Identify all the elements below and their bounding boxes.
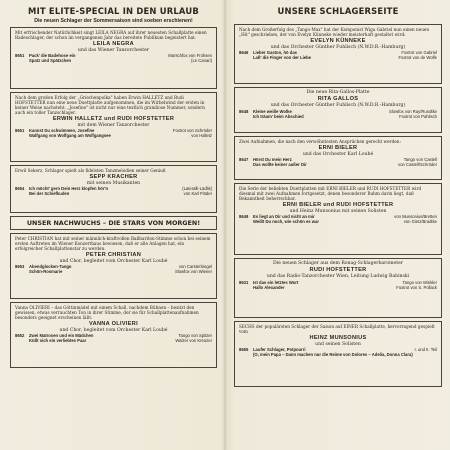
track-title: Schön-Rosmarie bbox=[29, 269, 63, 275]
artist-accompaniment: und das Radio-Tanzorchester Wien, Leitung Ludwig Babinski bbox=[266, 274, 410, 280]
track-title: Küßt sich ein verliebtes Paar bbox=[29, 338, 87, 344]
artist-name: ERNI BIELER bbox=[318, 145, 358, 151]
track-credit: Foxtrot von Schröder bbox=[172, 128, 212, 134]
record-box-erni-bieler bbox=[234, 136, 442, 180]
catalog-number: 8649 bbox=[239, 214, 249, 220]
catalog-number: 8631 bbox=[239, 279, 249, 285]
record-label: Die neuen Schlager aus dem Ronag-Schlagerbarometer bbox=[273, 261, 403, 266]
catalog-number: 8654 bbox=[15, 186, 25, 192]
catalog-number: 8652 bbox=[15, 333, 25, 339]
artist-name: RITA GALLOS bbox=[317, 96, 359, 103]
catalog-number: 8646 bbox=[239, 50, 249, 56]
artist-name: EVELYN KÜNNEKE bbox=[310, 38, 366, 44]
track-title: Das wollte keiner außer Dir bbox=[253, 162, 307, 168]
track-title: Laß' die Finger von der Liebe bbox=[253, 55, 312, 61]
record-intro: Die Serie der beliebten Duettplatten mit ERNI BIELER und RUDI HOFSTETTER wird diesmal mit zwei Aufnahmen fortgesetzt, denen besonderer Ruhm darin liegt, daß Bekanntheit beherrschbar. bbox=[239, 186, 422, 201]
artist-name: ERNI BIELER und RUDI HOFSTETTER bbox=[282, 202, 394, 208]
track-title: Ich möcht' gern Dein Herz klopfen hör'n bbox=[29, 186, 109, 192]
track-row bbox=[239, 114, 437, 119]
artist-accompaniment: und das Orchester Günther Fuhlisch (N.W.D.R.-Hamburg) bbox=[270, 103, 406, 109]
track-row bbox=[15, 338, 212, 343]
track-credit: von Castell/Schröder bbox=[398, 162, 437, 168]
record-intro: Erwil Sekerz, Schlager spielt als fidelsten Tanzmelodien seiner Geniuß bbox=[15, 168, 166, 173]
record-intro: Nach dem großen Erfolg der „Griechenpolka" haben Erwin HALLETZ und Rudi HOFSTETTER nun eine neue Duettplatte aufgenommen, die im Wirbelwind der ersten in keiner Weise nachsteht. „Josefine" ist nicht nur eine textlich grandiose Nummer, sondern auch ein toller Tanzschlager. bbox=[15, 95, 205, 115]
artist-name: HEINZ MUNSONIUS bbox=[309, 335, 367, 341]
track-title: Ist das ein letztes Wort bbox=[253, 279, 299, 285]
catalog-number bbox=[15, 191, 29, 196]
track-title: Lieber Gaston, hö das bbox=[253, 50, 297, 56]
track-credit: Foxtrot von de Wolfe bbox=[398, 55, 437, 61]
artist-name: VANNA OLIVIERI bbox=[89, 321, 138, 327]
track-title: (O, mein Papa – Dann machen nur die Reime von Dolores – Adelia, Donna Clara) bbox=[253, 352, 413, 358]
track-title: Ich träum' beim Abschied bbox=[253, 113, 304, 119]
record-box-peter-christian bbox=[10, 233, 217, 299]
artist-accompaniment: und das Wiener Tanzorchester bbox=[77, 48, 150, 53]
record-label: Die neue Rita-Gallos-Platte bbox=[306, 90, 370, 95]
record-box-leila-negra bbox=[10, 27, 217, 89]
record-intro: Zwei Aufnahmen, die nach den verwöhntesten Ansprüchen gerecht werden: bbox=[239, 139, 401, 144]
record-box-vanna-olivieri bbox=[10, 302, 217, 368]
catalog-number: 8651 bbox=[15, 53, 25, 59]
catalog-number: 8648 bbox=[239, 108, 249, 114]
record-box-evelyn-kuenneke bbox=[234, 24, 442, 84]
catalog-number: 8653 bbox=[15, 264, 25, 270]
artist-accompaniment: und das Orchester Karl Loubé bbox=[302, 152, 374, 157]
track-credit: Tango von Winkler bbox=[402, 279, 437, 285]
catalog-number: 8651 bbox=[15, 128, 25, 134]
track-title: Spatz und Spätzchen bbox=[29, 58, 72, 64]
track-row bbox=[239, 162, 437, 167]
artist-accompaniment: mit dem Wiener Tanzorchester bbox=[77, 123, 150, 128]
left-heading: MIT ELITE-SPECIAL IN DEN URLAUB bbox=[28, 6, 199, 16]
artist-name: SEPP KRACHER bbox=[89, 174, 138, 180]
record-box-halletz-hofstetter bbox=[10, 92, 217, 162]
track-credit: Foxtrot von S. Pollack bbox=[396, 284, 437, 290]
catalog-number bbox=[15, 269, 29, 274]
record-intro: Vanna OLIVIERI – das Göttinmädel mit einem Schall, nachdem Bühnen – besitzt den gewissen, etwas verrauchten Ton in ihrer Stimme, der sie für Schallplattenaufnahmen besonders geeignet erscheinen läßt. bbox=[15, 305, 199, 320]
track-title: Hallo Alexander bbox=[253, 284, 285, 290]
track-credit: von Halletz bbox=[191, 133, 212, 139]
track-credit: von Karl Flöder bbox=[183, 191, 212, 197]
track-title: Laufer Schlager, Potpourri bbox=[253, 347, 306, 353]
catalog-number bbox=[239, 352, 253, 357]
track-credit: Marschfox von Frohsen bbox=[168, 53, 212, 59]
track-row bbox=[239, 55, 437, 60]
catalog-number bbox=[15, 133, 29, 138]
track-row bbox=[15, 58, 212, 63]
track-title: Es liegt an Dir und nicht an mir bbox=[253, 214, 315, 220]
record-box-rudi-hofstetter bbox=[234, 258, 442, 318]
track-row bbox=[239, 285, 437, 290]
section-heading-nachwuchs: UNSER NACHWUCHS – DIE STARS VON MORGEN! bbox=[10, 216, 217, 230]
artist-accompaniment: und Chor, begleitet vom Orchester Karl Loubé bbox=[59, 328, 168, 333]
right-page bbox=[225, 0, 450, 450]
catalog-number bbox=[15, 338, 29, 343]
catalog-number: 8655 bbox=[239, 347, 249, 353]
track-credit: Foxtrot von Pahlisch bbox=[399, 113, 437, 119]
track-title: Abendglocken-Tango bbox=[29, 264, 72, 270]
catalog-number bbox=[239, 162, 253, 167]
catalog-number bbox=[239, 114, 253, 119]
track-credit: Slowfox von Ray/Rundtke bbox=[389, 108, 437, 114]
track-credit: (Le Canari) bbox=[191, 58, 212, 64]
track-credit: von Munsonius/Bretten bbox=[394, 214, 437, 220]
track-row bbox=[239, 219, 437, 224]
artist-accompaniment: und Chor, begleitet vom Orchester Karl Loubé bbox=[59, 259, 168, 264]
track-title: Kannst Du schwimmen, Josefine bbox=[29, 128, 95, 134]
catalog-number: 8647 bbox=[239, 157, 249, 163]
track-credit: Walzer von Kreuzer bbox=[175, 338, 212, 344]
track-credit: Foxtrot von Gabriel bbox=[401, 50, 437, 56]
track-title: Weißt Du noch, wie schön es war bbox=[253, 219, 320, 225]
track-credit: von Gietz/Bradtke bbox=[403, 219, 437, 225]
track-credit bbox=[435, 352, 437, 357]
record-intro: Peter CHRISTIAN hat mit seiner männlich-kraftvollen Baßbariton-Stimme schon bei seinem ersten Auftreten im Wiener Konzerthaus bewiesen, daß er alle Anlagen hat, ein erfolgreicher Schallplattenstar zu werden. bbox=[15, 236, 211, 251]
artist-accompaniment: mit seinen Musikanten bbox=[86, 181, 141, 186]
catalog-number bbox=[239, 55, 253, 60]
record-box-rita-gallos bbox=[234, 87, 442, 133]
track-title: Hörst Du mein Herz bbox=[253, 157, 292, 163]
artist-accompaniment: und seinen Solisten bbox=[315, 342, 361, 347]
track-row bbox=[15, 269, 212, 274]
record-intro: Mit erfrischender Natürlichkeit singt LEILA NEGRA auf ihrer neuesten Schallplatte einen Badeschlager, der schon im vergangenen Jahr das bereitete Publikum begeistert hat. bbox=[15, 30, 207, 40]
record-intro: Nach dem Großerfolg des „Tango-Max" hat der Komponist Wiga Gabriel nun einen neuen „Hit" geschrieben, der von Evelyn Künneke wieder meisterhaft gestaltet wird: bbox=[239, 27, 430, 37]
track-credit: Slowfox von Wiener bbox=[174, 269, 212, 275]
right-heading: UNSERE SCHLAGERSEITE bbox=[277, 6, 399, 16]
record-box-bieler-hofstetter bbox=[234, 183, 442, 255]
track-row bbox=[15, 133, 212, 138]
record-intro: SECHS der populärsten Schlager der Saison auf EINER Schallplatte, hervorragend gespielt vom bbox=[239, 324, 435, 334]
track-title: Walfgang von Wolfgang am Wolfgangsee bbox=[29, 133, 111, 139]
track-row bbox=[15, 191, 212, 196]
track-title: Pack' die Badehose ein bbox=[29, 53, 76, 59]
track-row bbox=[239, 352, 437, 357]
record-box-heinz-munsonius bbox=[234, 321, 442, 387]
track-credit: von Carste/Siegel bbox=[178, 264, 212, 270]
catalog-number bbox=[239, 285, 253, 290]
track-credit: (Lateralli-Lädlis) bbox=[182, 186, 212, 192]
catalog-number bbox=[239, 219, 253, 224]
track-title: Kleine weiße Wolke bbox=[253, 108, 292, 114]
catalog-number bbox=[15, 58, 29, 63]
left-subheading: Die neuen Schlager der Sommersaison sind soeben erschienen! bbox=[34, 18, 193, 24]
track-credit: Tango von Spitzer bbox=[178, 333, 212, 339]
record-box-sepp-kracher bbox=[10, 165, 217, 213]
track-credit: Tango von Castell bbox=[403, 157, 437, 163]
artist-name: PETER CHRISTIAN bbox=[85, 252, 142, 258]
track-credit: I. und II. Teil bbox=[414, 347, 437, 353]
artist-name: RUDI HOFSTETTER bbox=[309, 267, 367, 274]
artist-accompaniment: und das Orchester Günther Fuhlisch (N.W.D.R.-Hamburg) bbox=[270, 45, 406, 50]
track-title: Bei der Schiefkuden bbox=[29, 191, 70, 197]
artist-accompaniment: und Heinz Munsonius mit seinen Solisten bbox=[289, 209, 387, 214]
artist-name: ERWIN HALLETZ und RUDI HOFSTETTER bbox=[52, 116, 175, 122]
artist-name: LEILA NEGRA bbox=[92, 41, 134, 47]
track-title: Zwei Matrosen und ein Mädchen bbox=[29, 333, 94, 339]
